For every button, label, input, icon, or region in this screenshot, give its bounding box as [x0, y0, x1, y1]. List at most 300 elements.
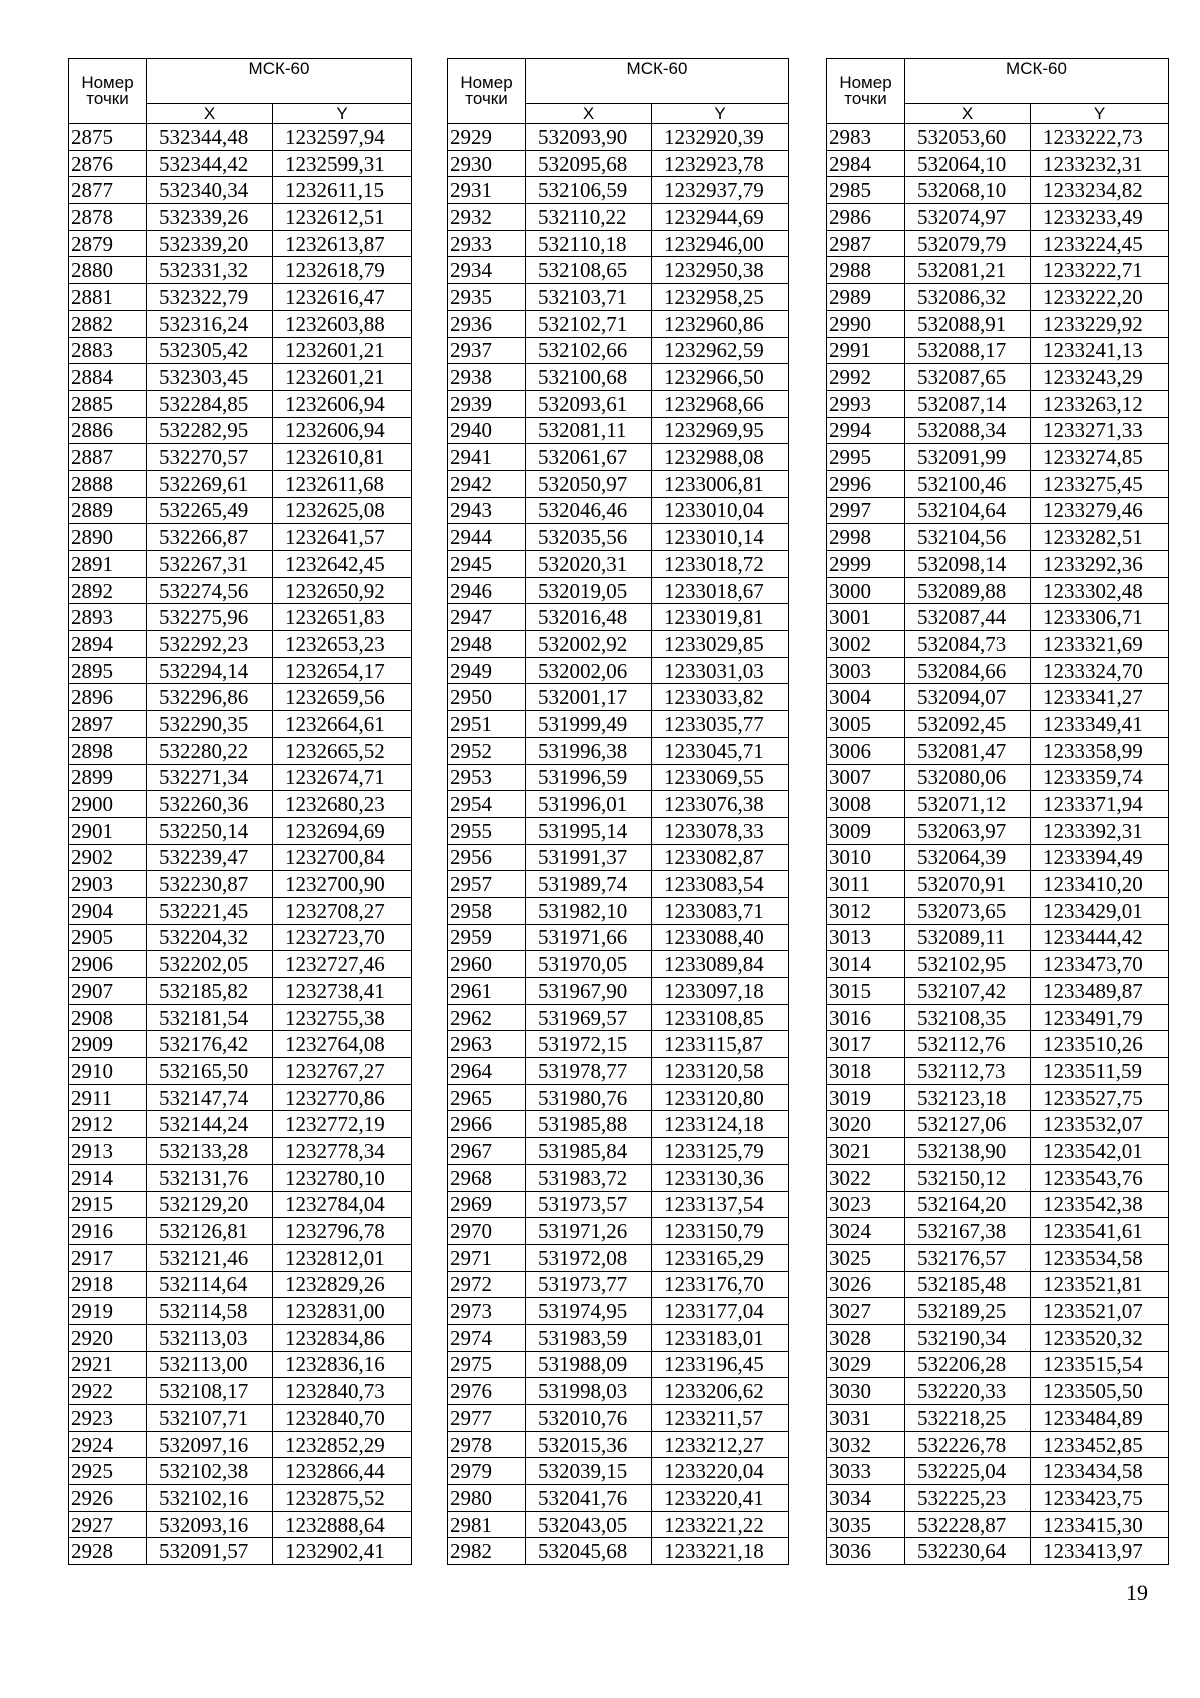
y-coordinate-cell: 1233019,81	[652, 604, 789, 631]
point-number-cell: 2934	[448, 257, 526, 284]
point-number-cell: 2886	[69, 417, 147, 444]
point-number-cell: 2996	[827, 470, 905, 497]
y-coordinate-cell: 1232778,34	[273, 1138, 412, 1165]
y-coordinate-cell: 1233220,04	[652, 1458, 789, 1485]
y-coordinate-cell: 1232960,86	[652, 310, 789, 337]
y-coordinate-cell: 1232694,69	[273, 817, 412, 844]
point-number-cell: 3030	[827, 1378, 905, 1405]
table-row	[448, 150, 789, 177]
y-coordinate-cell: 1233324,70	[1031, 657, 1169, 684]
x-coordinate-cell: 532092,45	[905, 711, 1031, 738]
point-number-cell: 2898	[69, 737, 147, 764]
point-number-cell: 3017	[827, 1031, 905, 1058]
x-coordinate-cell: 532225,23	[905, 1485, 1031, 1512]
table-row	[448, 1538, 789, 1565]
table-row	[448, 951, 789, 978]
y-coordinate-cell: 1232875,52	[273, 1485, 412, 1512]
y-coordinate-cell: 1232923,78	[652, 150, 789, 177]
point-number-cell: 2972	[448, 1271, 526, 1298]
x-coordinate-cell: 531996,59	[526, 764, 652, 791]
table-row	[448, 1485, 789, 1512]
x-coordinate-cell: 532267,31	[147, 551, 273, 578]
y-coordinate-cell: 1232664,61	[273, 711, 412, 738]
y-coordinate-cell: 1232812,01	[273, 1244, 412, 1271]
y-coordinate-cell: 1233410,20	[1031, 871, 1169, 898]
y-coordinate-cell: 1232784,04	[273, 1191, 412, 1218]
y-coordinate-cell: 1233527,75	[1031, 1084, 1169, 1111]
point-number-cell: 2908	[69, 1004, 147, 1031]
point-number-cell: 2995	[827, 444, 905, 471]
table-row	[448, 310, 789, 337]
table-row	[69, 230, 412, 257]
table-row	[69, 390, 412, 417]
table-row	[69, 1004, 412, 1031]
x-coordinate-cell: 532230,87	[147, 871, 273, 898]
table-row	[827, 337, 1169, 364]
table-row	[827, 657, 1169, 684]
table-row	[448, 204, 789, 231]
y-coordinate-cell: 1232612,51	[273, 204, 412, 231]
x-coordinate-cell: 532165,50	[147, 1058, 273, 1085]
table-row	[448, 1058, 789, 1085]
x-coordinate-cell: 531967,90	[526, 978, 652, 1005]
x-coordinate-cell: 532046,46	[526, 497, 652, 524]
table-row	[827, 897, 1169, 924]
y-coordinate-cell: 1233089,84	[652, 951, 789, 978]
point-number-cell: 2967	[448, 1138, 526, 1165]
y-coordinate-cell: 1233222,71	[1031, 257, 1169, 284]
x-coordinate-cell: 532167,38	[905, 1218, 1031, 1245]
y-coordinate-cell: 1233130,36	[652, 1164, 789, 1191]
x-coordinate-cell: 532089,11	[905, 924, 1031, 951]
x-coordinate-cell: 532043,05	[526, 1511, 652, 1538]
y-coordinate-cell: 1233510,26	[1031, 1031, 1169, 1058]
y-coordinate-cell: 1232950,38	[652, 257, 789, 284]
point-number-cell: 3009	[827, 817, 905, 844]
point-number-cell: 2907	[69, 978, 147, 1005]
y-coordinate-cell: 1232755,38	[273, 1004, 412, 1031]
table-row	[827, 604, 1169, 631]
y-coordinate-cell: 1233082,87	[652, 844, 789, 871]
point-number-cell: 3005	[827, 711, 905, 738]
x-column-header: X	[905, 104, 1031, 124]
table-row	[69, 551, 412, 578]
table-row	[827, 684, 1169, 711]
table-row	[69, 150, 412, 177]
table-row	[69, 1485, 412, 1512]
table-row	[448, 577, 789, 604]
y-coordinate-cell: 1232866,44	[273, 1458, 412, 1485]
table-row	[69, 1458, 412, 1485]
y-coordinate-cell: 1232937,79	[652, 177, 789, 204]
table-row	[827, 1511, 1169, 1538]
table-row	[827, 1218, 1169, 1245]
x-coordinate-cell: 532063,97	[905, 817, 1031, 844]
x-coordinate-cell: 531996,01	[526, 791, 652, 818]
point-number-cell: 2943	[448, 497, 526, 524]
y-coordinate-cell: 1232767,27	[273, 1058, 412, 1085]
x-coordinate-cell: 531995,14	[526, 817, 652, 844]
y-coordinate-cell: 1232727,46	[273, 951, 412, 978]
point-number-cell: 3012	[827, 897, 905, 924]
x-coordinate-cell: 532102,95	[905, 951, 1031, 978]
table-row	[448, 364, 789, 391]
x-coordinate-cell: 532296,86	[147, 684, 273, 711]
x-coordinate-cell: 532102,16	[147, 1485, 273, 1512]
point-number-cell: 2988	[827, 257, 905, 284]
point-number-cell: 2966	[448, 1111, 526, 1138]
y-coordinate-cell: 1233083,71	[652, 897, 789, 924]
y-coordinate-cell: 1233234,82	[1031, 177, 1169, 204]
point-number-cell: 2989	[827, 284, 905, 311]
table-row	[827, 791, 1169, 818]
x-coordinate-cell: 532086,32	[905, 284, 1031, 311]
y-coordinate-cell: 1232603,88	[273, 310, 412, 337]
table-row	[448, 177, 789, 204]
x-coordinate-cell: 532088,91	[905, 310, 1031, 337]
table-row	[69, 924, 412, 951]
y-coordinate-cell: 1233302,48	[1031, 577, 1169, 604]
point-number-cell: 3033	[827, 1458, 905, 1485]
x-coordinate-cell: 532316,24	[147, 310, 273, 337]
y-coordinate-cell: 1233415,30	[1031, 1511, 1169, 1538]
table-row	[69, 257, 412, 284]
y-coordinate-cell: 1233292,36	[1031, 551, 1169, 578]
y-coordinate-cell: 1233274,85	[1031, 444, 1169, 471]
table-row	[69, 444, 412, 471]
x-coordinate-cell: 532093,90	[526, 124, 652, 151]
table-row	[827, 551, 1169, 578]
y-coordinate-cell: 1232618,79	[273, 257, 412, 284]
table-row	[827, 1058, 1169, 1085]
table-row	[448, 1164, 789, 1191]
point-number-cell: 2957	[448, 871, 526, 898]
x-coordinate-cell: 532292,23	[147, 631, 273, 658]
y-coordinate-cell: 1233532,07	[1031, 1111, 1169, 1138]
table-row	[827, 417, 1169, 444]
point-number-cell: 2998	[827, 524, 905, 551]
table-row	[448, 604, 789, 631]
x-coordinate-cell: 532185,82	[147, 978, 273, 1005]
point-number-cell: 2982	[448, 1538, 526, 1565]
x-coordinate-cell: 532275,96	[147, 604, 273, 631]
x-coordinate-cell: 531973,57	[526, 1191, 652, 1218]
y-coordinate-cell: 1232653,23	[273, 631, 412, 658]
x-coordinate-cell: 532016,48	[526, 604, 652, 631]
x-coordinate-cell: 532331,32	[147, 257, 273, 284]
y-coordinate-cell: 1233222,20	[1031, 284, 1169, 311]
y-coordinate-cell: 1232606,94	[273, 417, 412, 444]
y-coordinate-cell: 1233341,27	[1031, 684, 1169, 711]
x-coordinate-cell: 532221,45	[147, 897, 273, 924]
table-row	[448, 924, 789, 951]
table-row	[827, 924, 1169, 951]
table-row	[69, 1191, 412, 1218]
table-row	[448, 897, 789, 924]
table-row	[69, 524, 412, 551]
x-coordinate-cell: 532100,68	[526, 364, 652, 391]
y-coordinate-cell: 1233221,22	[652, 1511, 789, 1538]
point-number-cell: 3001	[827, 604, 905, 631]
x-coordinate-cell: 532114,58	[147, 1298, 273, 1325]
y-coordinate-cell: 1232659,56	[273, 684, 412, 711]
x-coordinate-cell: 532070,91	[905, 871, 1031, 898]
y-coordinate-cell: 1232700,84	[273, 844, 412, 871]
y-column-header: Y	[652, 104, 789, 124]
x-coordinate-cell: 532104,56	[905, 524, 1031, 551]
x-coordinate-cell: 532344,42	[147, 150, 273, 177]
point-number-cell: 2891	[69, 551, 147, 578]
point-number-cell: 3035	[827, 1511, 905, 1538]
table-row	[448, 657, 789, 684]
x-coordinate-cell: 532108,65	[526, 257, 652, 284]
point-number-cell: 3025	[827, 1244, 905, 1271]
x-coordinate-cell: 531973,77	[526, 1271, 652, 1298]
x-coordinate-cell: 532112,76	[905, 1031, 1031, 1058]
x-coordinate-cell: 532094,07	[905, 684, 1031, 711]
table-row	[827, 284, 1169, 311]
x-coordinate-cell: 532181,54	[147, 1004, 273, 1031]
table-row	[827, 1031, 1169, 1058]
table-row	[69, 1511, 412, 1538]
point-number-cell: 2937	[448, 337, 526, 364]
x-coordinate-cell: 532294,14	[147, 657, 273, 684]
y-coordinate-cell: 1233371,94	[1031, 791, 1169, 818]
coordinates-table-2	[447, 58, 789, 1565]
y-coordinate-cell: 1233515,54	[1031, 1351, 1169, 1378]
point-number-cell: 2949	[448, 657, 526, 684]
y-coordinate-cell: 1232700,90	[273, 871, 412, 898]
table-row	[448, 817, 789, 844]
point-number-cell: 3028	[827, 1324, 905, 1351]
point-number-cell: 2923	[69, 1405, 147, 1432]
table-row	[448, 711, 789, 738]
table-row	[827, 978, 1169, 1005]
point-number-cell: 3019	[827, 1084, 905, 1111]
point-number-cell: 3027	[827, 1298, 905, 1325]
table-row	[448, 871, 789, 898]
y-coordinate-cell: 1233176,70	[652, 1271, 789, 1298]
x-coordinate-cell: 532104,64	[905, 497, 1031, 524]
y-coordinate-cell: 1233263,12	[1031, 390, 1169, 417]
x-coordinate-cell: 532061,67	[526, 444, 652, 471]
table-row	[448, 1218, 789, 1245]
table-row	[448, 1351, 789, 1378]
y-coordinate-cell: 1233434,58	[1031, 1458, 1169, 1485]
table-row	[69, 764, 412, 791]
point-number-cell: 2932	[448, 204, 526, 231]
point-number-cell: 2878	[69, 204, 147, 231]
x-coordinate-cell: 532202,05	[147, 951, 273, 978]
table-row	[448, 257, 789, 284]
y-coordinate-cell: 1232988,08	[652, 444, 789, 471]
table-row	[448, 791, 789, 818]
point-number-cell: 2985	[827, 177, 905, 204]
y-coordinate-cell: 1233010,14	[652, 524, 789, 551]
table-row	[448, 284, 789, 311]
x-coordinate-cell: 532322,79	[147, 284, 273, 311]
point-number-cell: 2920	[69, 1324, 147, 1351]
y-coordinate-cell: 1232840,73	[273, 1378, 412, 1405]
table-row	[448, 524, 789, 551]
y-coordinate-cell: 1233392,31	[1031, 817, 1169, 844]
x-coordinate-cell: 531991,37	[526, 844, 652, 871]
y-coordinate-cell: 1233088,40	[652, 924, 789, 951]
point-number-cell: 2973	[448, 1298, 526, 1325]
point-number-cell: 2918	[69, 1271, 147, 1298]
y-coordinate-cell: 1233429,01	[1031, 897, 1169, 924]
point-number-cell: 2993	[827, 390, 905, 417]
table-row	[448, 470, 789, 497]
point-number-cell: 2910	[69, 1058, 147, 1085]
point-number-cell: 2894	[69, 631, 147, 658]
table-row	[448, 1324, 789, 1351]
y-coordinate-cell: 1233212,27	[652, 1431, 789, 1458]
point-number-cell: 2940	[448, 417, 526, 444]
point-number-cell: 2980	[448, 1485, 526, 1512]
table-row	[448, 1004, 789, 1031]
table-row	[827, 844, 1169, 871]
y-coordinate-cell: 1232616,47	[273, 284, 412, 311]
table-row	[448, 1271, 789, 1298]
y-coordinate-cell: 1233306,71	[1031, 604, 1169, 631]
table-row	[69, 951, 412, 978]
point-number-cell: 2965	[448, 1084, 526, 1111]
y-coordinate-cell: 1233282,51	[1031, 524, 1169, 551]
y-coordinate-cell: 1232611,68	[273, 470, 412, 497]
x-coordinate-cell: 532113,03	[147, 1324, 273, 1351]
table-row	[827, 871, 1169, 898]
table-row	[827, 817, 1169, 844]
table-row	[448, 844, 789, 871]
y-coordinate-cell: 1233221,18	[652, 1538, 789, 1565]
point-number-cell: 3015	[827, 978, 905, 1005]
point-number-cell: 2999	[827, 551, 905, 578]
table-row	[827, 631, 1169, 658]
y-coordinate-cell: 1233229,92	[1031, 310, 1169, 337]
point-number-cell: 2954	[448, 791, 526, 818]
y-coordinate-cell: 1233243,29	[1031, 364, 1169, 391]
y-coordinate-cell: 1232796,78	[273, 1218, 412, 1245]
table-row	[448, 1084, 789, 1111]
point-number-cell: 2913	[69, 1138, 147, 1165]
point-number-cell: 2890	[69, 524, 147, 551]
x-coordinate-cell: 531983,59	[526, 1324, 652, 1351]
coordinate-system-header: МСК-60	[905, 59, 1169, 104]
y-coordinate-cell: 1232946,00	[652, 230, 789, 257]
table-row	[827, 1244, 1169, 1271]
x-coordinate-cell: 532260,36	[147, 791, 273, 818]
x-coordinate-cell: 532339,20	[147, 230, 273, 257]
point-number-cell: 3002	[827, 631, 905, 658]
point-number-cell: 2915	[69, 1191, 147, 1218]
y-coordinate-cell: 1233035,77	[652, 711, 789, 738]
x-coordinate-cell: 532189,25	[905, 1298, 1031, 1325]
table-row	[448, 1458, 789, 1485]
y-coordinate-cell: 1233206,62	[652, 1378, 789, 1405]
y-coordinate-cell: 1232834,86	[273, 1324, 412, 1351]
table-row	[448, 1111, 789, 1138]
point-number-cell: 2979	[448, 1458, 526, 1485]
y-coordinate-cell: 1233033,82	[652, 684, 789, 711]
point-number-cell: 2884	[69, 364, 147, 391]
point-number-cell: 2960	[448, 951, 526, 978]
y-coordinate-cell: 1233120,58	[652, 1058, 789, 1085]
point-number-cell: 2876	[69, 150, 147, 177]
table-row	[827, 177, 1169, 204]
point-number-cell: 2969	[448, 1191, 526, 1218]
x-coordinate-cell: 532138,90	[905, 1138, 1031, 1165]
point-number-cell: 2895	[69, 657, 147, 684]
point-number-cell: 2888	[69, 470, 147, 497]
x-coordinate-cell: 532150,12	[905, 1164, 1031, 1191]
y-coordinate-cell: 1232738,41	[273, 978, 412, 1005]
point-number-cell: 2892	[69, 577, 147, 604]
point-number-cell: 2951	[448, 711, 526, 738]
y-coordinate-cell: 1232599,31	[273, 150, 412, 177]
y-column-header: Y	[273, 104, 412, 124]
table-row	[827, 1084, 1169, 1111]
x-coordinate-cell: 532176,42	[147, 1031, 273, 1058]
y-coordinate-cell: 1233018,67	[652, 577, 789, 604]
point-number-cell: 2955	[448, 817, 526, 844]
y-coordinate-cell: 1233541,61	[1031, 1218, 1169, 1245]
point-number-cell: 2911	[69, 1084, 147, 1111]
x-coordinate-cell: 532144,24	[147, 1111, 273, 1138]
table-row	[827, 1111, 1169, 1138]
table-row	[448, 417, 789, 444]
point-number-cell: 3010	[827, 844, 905, 871]
point-number-cell: 2921	[69, 1351, 147, 1378]
x-coordinate-cell: 532274,56	[147, 577, 273, 604]
table-row	[448, 631, 789, 658]
point-number-cell: 3014	[827, 951, 905, 978]
point-number-cell: 2975	[448, 1351, 526, 1378]
point-number-cell: 2925	[69, 1458, 147, 1485]
x-coordinate-cell: 532001,17	[526, 684, 652, 711]
table-row	[69, 897, 412, 924]
point-number-cell: 2991	[827, 337, 905, 364]
x-coordinate-cell: 532269,61	[147, 470, 273, 497]
y-coordinate-cell: 1233006,81	[652, 470, 789, 497]
x-coordinate-cell: 532019,05	[526, 577, 652, 604]
y-coordinate-cell: 1233349,41	[1031, 711, 1169, 738]
x-coordinate-cell: 532087,14	[905, 390, 1031, 417]
table-row	[69, 791, 412, 818]
y-coordinate-cell: 1233183,01	[652, 1324, 789, 1351]
y-coordinate-cell: 1232958,25	[652, 284, 789, 311]
y-coordinate-cell: 1233542,38	[1031, 1191, 1169, 1218]
table-row	[827, 470, 1169, 497]
point-number-cell: 2983	[827, 124, 905, 151]
x-coordinate-cell: 532266,87	[147, 524, 273, 551]
point-number-cell: 3032	[827, 1431, 905, 1458]
y-coordinate-cell: 1232962,59	[652, 337, 789, 364]
x-coordinate-cell: 531980,76	[526, 1084, 652, 1111]
x-coordinate-cell: 532290,35	[147, 711, 273, 738]
x-coordinate-cell: 532081,21	[905, 257, 1031, 284]
x-coordinate-cell: 532002,92	[526, 631, 652, 658]
table-row	[827, 1298, 1169, 1325]
y-coordinate-cell: 1233484,89	[1031, 1405, 1169, 1432]
table-row	[69, 1084, 412, 1111]
y-coordinate-cell: 1232641,57	[273, 524, 412, 551]
table-row	[69, 1271, 412, 1298]
x-coordinate-cell: 532091,99	[905, 444, 1031, 471]
point-number-cell: 2883	[69, 337, 147, 364]
x-coordinate-cell: 532225,04	[905, 1458, 1031, 1485]
x-coordinate-cell: 532064,39	[905, 844, 1031, 871]
